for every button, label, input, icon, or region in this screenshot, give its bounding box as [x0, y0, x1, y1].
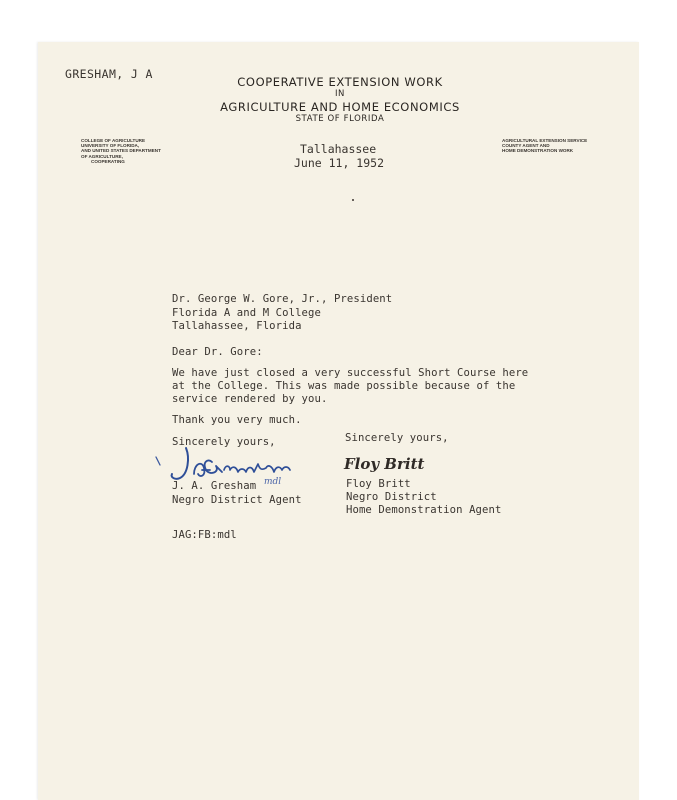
letterhead-left-line: COOPERATING [91, 158, 125, 164]
signature-initials: mdl [264, 477, 282, 487]
letterhead-left-line: UNIVERSITY OF FLORIDA, [81, 143, 140, 149]
signer-right-line: Floy Britt [346, 478, 411, 490]
recipient-line: Dr. George W. Gore, Jr., President [172, 293, 393, 305]
letter-place: Tallahassee [300, 142, 377, 156]
file-label: GRESHAM, J A [65, 67, 153, 81]
letterhead-right-block [502, 138, 587, 154]
recipient-line: Tallahassee, Florida [172, 320, 302, 332]
thanks-line: Thank you very much. [172, 414, 302, 426]
body-line: service rendered by you. [172, 393, 328, 405]
ink-dot [352, 199, 354, 201]
closing-left: Sincerely yours, [172, 436, 276, 448]
signer-right-line: Home Demonstration Agent [346, 504, 502, 516]
letterhead-left-line: COLLEGE OF AGRICULTURE [81, 138, 146, 143]
letterhead-left-line: OF AGRICULTURE, [81, 153, 123, 159]
letterhead-right-line: AGRICULTURAL EXTENSION SERVICE [502, 138, 588, 143]
signature-right-text: Floy Britt [344, 455, 425, 473]
reference-initials: JAG:FB:mdl [172, 529, 237, 541]
closing-right: Sincerely yours, [345, 432, 449, 444]
letterhead-right-line: HOME DEMONSTRATION WORK [502, 148, 574, 154]
body-line: We have just closed a very successful Short Course here [172, 367, 529, 379]
letterhead-subtitle: AGRICULTURE AND HOME ECONOMICS [220, 100, 460, 114]
signer-left-line: J. A. Gresham [172, 480, 257, 492]
salutation: Dear Dr. Gore: [172, 346, 263, 358]
body-line: at the College. This was made possible because of the [172, 380, 516, 392]
signer-right-line: Negro District [346, 491, 437, 503]
letterhead-left-line: AND UNITED STATES DEPARTMENT [81, 148, 161, 154]
letter-date: June 11, 1952 [294, 156, 385, 170]
letterhead-title: COOPERATIVE EXTENSION WORK [237, 75, 443, 89]
signature-right-image [340, 445, 480, 479]
recipient-line: Florida A and M College [172, 307, 321, 319]
letterhead-right-line: COUNTY AGENT AND [502, 143, 550, 149]
letterhead-left-block [81, 138, 161, 164]
signer-left-line: Negro District Agent [172, 494, 302, 506]
letterhead-state: STATE OF FLORIDA [295, 114, 385, 124]
letterhead-in: IN [334, 89, 346, 99]
